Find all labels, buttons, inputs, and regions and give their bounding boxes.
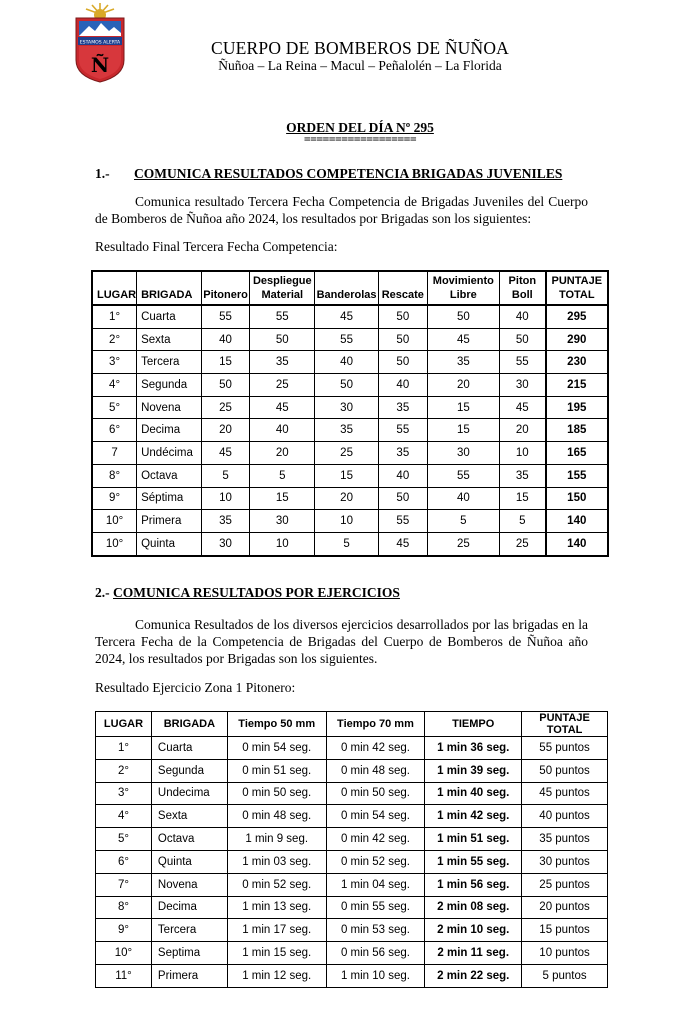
- table2-cell: 20 puntos: [522, 896, 608, 919]
- table2-cell: 1 min 42 seg.: [425, 805, 522, 828]
- table1-cell: 40: [378, 464, 427, 487]
- table1-cell: 140: [546, 532, 608, 555]
- table2-cell: 0 min 48 seg.: [326, 759, 425, 782]
- table1-cell: 30: [250, 510, 315, 533]
- table1-header: LUGAR: [92, 271, 137, 305]
- table1-cell: 25: [315, 442, 379, 465]
- table2-cell: 9°: [96, 919, 152, 942]
- table2-cell: 1°: [96, 737, 152, 760]
- section2-paragraph-text: Comunica Resultados de los diversos ejercicios desarrollados por las brigadas en la Tercera Fecha de la Competencia de Brigadas del Cuerpo de Bomberos de Ñuñoa año 2024, los resultados por Brigadas son los siguientes.: [95, 617, 588, 666]
- table1-cell: 1°: [92, 305, 137, 328]
- table2-cell: 0 min 42 seg.: [326, 737, 425, 760]
- table2-cell: 5°: [96, 828, 152, 851]
- table1-cell: 15: [427, 396, 499, 419]
- table-row: [92, 510, 608, 533]
- table2-cell: 10°: [96, 942, 152, 965]
- table1-cell: 7: [92, 442, 137, 465]
- table1-header: Rescate: [378, 271, 427, 305]
- table1-cell: Sexta: [137, 328, 202, 351]
- table2-cell: 0 min 54 seg.: [227, 737, 326, 760]
- table1-cell: 20: [500, 419, 546, 442]
- table2-cell: Primera: [151, 964, 227, 987]
- table2-cell: 0 min 48 seg.: [227, 805, 326, 828]
- table1-cell: 35: [315, 419, 379, 442]
- table1-cell: 50: [315, 374, 379, 397]
- table2-cell: Septima: [151, 942, 227, 965]
- section2-number: 2.-: [95, 585, 110, 600]
- table2-cell: Undecima: [151, 782, 227, 805]
- table1-cell: 45: [250, 396, 315, 419]
- table1-cell: 35: [378, 442, 427, 465]
- table2-header: Tiempo 50 mm: [227, 712, 326, 737]
- table2-cell: 1 min 15 seg.: [227, 942, 326, 965]
- table-row: [96, 828, 608, 851]
- table-row: [92, 464, 608, 487]
- table1-cell: Novena: [137, 396, 202, 419]
- table1-cell: 20: [315, 487, 379, 510]
- table1-cell: 25: [250, 374, 315, 397]
- table1-header: Despliegue Material: [250, 271, 315, 305]
- table2-cell: 2 min 22 seg.: [425, 964, 522, 987]
- table1-cell: 35: [250, 351, 315, 374]
- table2-cell: 7°: [96, 873, 152, 896]
- table2-cell: 0 min 53 seg.: [326, 919, 425, 942]
- section2-title: COMUNICA RESULTADOS POR EJERCICIOS: [113, 585, 400, 600]
- table2-cell: Tercera: [151, 919, 227, 942]
- order-rule: ==================: [303, 132, 417, 146]
- table-row: [96, 896, 608, 919]
- table1-cell: 30: [315, 396, 379, 419]
- table2-header: LUGAR: [96, 712, 152, 737]
- table1-cell: 10°: [92, 532, 137, 555]
- table1-cell: 10°: [92, 510, 137, 533]
- table1-cell: 2°: [92, 328, 137, 351]
- table2-cell: Segunda: [151, 759, 227, 782]
- table2-cell: Cuarta: [151, 737, 227, 760]
- table1-cell: Undécima: [137, 442, 202, 465]
- table1-cell: 5: [427, 510, 499, 533]
- table1-cell: 215: [546, 374, 608, 397]
- table-row: [96, 942, 608, 965]
- table2-cell: 0 min 52 seg.: [227, 873, 326, 896]
- table1-header: PUNTAJE TOTAL: [546, 271, 608, 305]
- table1-cell: 15: [500, 487, 546, 510]
- table1-cell: Cuarta: [137, 305, 202, 328]
- table1-cell: 15: [250, 487, 315, 510]
- order-title: ORDEN DEL DÍA Nº 295: [286, 120, 434, 135]
- table2-cell: 2 min 10 seg.: [425, 919, 522, 942]
- table2-cell: 15 puntos: [522, 919, 608, 942]
- table1-cell: 35: [201, 510, 250, 533]
- table2-cell: 55 puntos: [522, 737, 608, 760]
- table2-cell: Sexta: [151, 805, 227, 828]
- table2-cell: 0 min 56 seg.: [326, 942, 425, 965]
- table2-cell: 0 min 55 seg.: [326, 896, 425, 919]
- table1-cell: 35: [427, 351, 499, 374]
- table2-cell: 0 min 54 seg.: [326, 805, 425, 828]
- table2-cell: 1 min 03 seg.: [227, 850, 326, 873]
- table1-cell: Séptima: [137, 487, 202, 510]
- organization-name: CUERPO DE BOMBEROS DE ÑUÑOA: [210, 38, 510, 58]
- section2-heading: [95, 585, 400, 601]
- table2-cell: 1 min 56 seg.: [425, 873, 522, 896]
- section1-paragraph-text: Comunica resultado Tercera Fecha Competencia de Brigadas Juveniles del Cuerpo de Bomberos de Ñuñoa año 2024, los resultados por Brigadas son los siguientes:: [95, 194, 588, 226]
- table2-cell: Quinta: [151, 850, 227, 873]
- table1-cell: 155: [546, 464, 608, 487]
- table1-cell: 290: [546, 328, 608, 351]
- svg-text:Ñ: Ñ: [90, 53, 110, 77]
- table2-cell: 11°: [96, 964, 152, 987]
- table2-cell: 1 min 40 seg.: [425, 782, 522, 805]
- table2-cell: 25 puntos: [522, 873, 608, 896]
- svg-text:ESTAMOS ALERTA: ESTAMOS ALERTA: [79, 40, 121, 46]
- table-row: [96, 782, 608, 805]
- table1-cell: 230: [546, 351, 608, 374]
- results-table-final: [91, 270, 609, 557]
- table-row: [96, 737, 608, 760]
- section1-subtitle: Resultado Final Tercera Fecha Competencia:: [95, 239, 338, 254]
- table-row: [96, 919, 608, 942]
- table-row: [92, 442, 608, 465]
- table2-cell: Novena: [151, 873, 227, 896]
- table1-cell: 3°: [92, 351, 137, 374]
- table1-cell: 55: [315, 328, 379, 351]
- table1-cell: Quinta: [137, 532, 202, 555]
- table2-cell: Octava: [151, 828, 227, 851]
- table2-cell: 40 puntos: [522, 805, 608, 828]
- table2-cell: 2 min 11 seg.: [425, 942, 522, 965]
- table1-cell: 185: [546, 419, 608, 442]
- table-row: [92, 374, 608, 397]
- table2-cell: 10 puntos: [522, 942, 608, 965]
- section1-paragraph: [95, 193, 588, 227]
- table1-cell: Tercera: [137, 351, 202, 374]
- table1-cell: 5: [315, 532, 379, 555]
- table-row: [92, 532, 608, 555]
- table2-cell: 1 min 39 seg.: [425, 759, 522, 782]
- table1-header: Movimiento Libre: [427, 271, 499, 305]
- table1-cell: 45: [378, 532, 427, 555]
- table1-cell: Segunda: [137, 374, 202, 397]
- table1-cell: 50: [378, 487, 427, 510]
- table2-cell: 1 min 17 seg.: [227, 919, 326, 942]
- table1-cell: 15: [201, 351, 250, 374]
- table1-cell: 5: [250, 464, 315, 487]
- table1-cell: 295: [546, 305, 608, 328]
- section2-paragraph: [95, 616, 588, 667]
- table2-cell: 4°: [96, 805, 152, 828]
- table1-cell: 50: [250, 328, 315, 351]
- table1-cell: 40: [250, 419, 315, 442]
- table-row: [92, 396, 608, 419]
- table-row: [96, 759, 608, 782]
- table1-cell: 55: [378, 419, 427, 442]
- table-row: [96, 805, 608, 828]
- table2-cell: 35 puntos: [522, 828, 608, 851]
- table-row: [92, 351, 608, 374]
- section1-number: 1.-: [95, 166, 110, 181]
- table1-header: Pitonero: [201, 271, 250, 305]
- table2-cell: 1 min 51 seg.: [425, 828, 522, 851]
- table2-cell: 1 min 36 seg.: [425, 737, 522, 760]
- table1-cell: 10: [500, 442, 546, 465]
- table2-cell: 0 min 50 seg.: [326, 782, 425, 805]
- table1-cell: 10: [250, 532, 315, 555]
- table1-cell: 30: [427, 442, 499, 465]
- table2-cell: 0 min 42 seg.: [326, 828, 425, 851]
- table2-cell: 1 min 12 seg.: [227, 964, 326, 987]
- table1-cell: 9°: [92, 487, 137, 510]
- table1-cell: 35: [500, 464, 546, 487]
- table1-cell: 5: [201, 464, 250, 487]
- table2-cell: 1 min 04 seg.: [326, 873, 425, 896]
- table1-cell: 55: [250, 305, 315, 328]
- table1-cell: 50: [500, 328, 546, 351]
- table1-cell: 50: [378, 328, 427, 351]
- table1-cell: 40: [378, 374, 427, 397]
- table-row: [96, 964, 608, 987]
- table1-cell: 55: [378, 510, 427, 533]
- table1-cell: 40: [427, 487, 499, 510]
- table-row: [92, 487, 608, 510]
- table1-cell: 50: [427, 305, 499, 328]
- table2-cell: 2 min 08 seg.: [425, 896, 522, 919]
- table1-cell: 35: [378, 396, 427, 419]
- table1-cell: 20: [250, 442, 315, 465]
- section1-heading: [95, 166, 563, 182]
- table1-cell: 6°: [92, 419, 137, 442]
- table2-cell: 1 min 10 seg.: [326, 964, 425, 987]
- table2-cell: 1 min 13 seg.: [227, 896, 326, 919]
- section1-title: COMUNICA RESULTADOS COMPETENCIA BRIGADAS JUVENILES: [134, 166, 563, 181]
- table2-cell: 45 puntos: [522, 782, 608, 805]
- table1-cell: Octava: [137, 464, 202, 487]
- table1-cell: 15: [315, 464, 379, 487]
- table1-cell: 15: [427, 419, 499, 442]
- table2-cell: 30 puntos: [522, 850, 608, 873]
- table1-cell: 45: [500, 396, 546, 419]
- table2-cell: 1 min 55 seg.: [425, 850, 522, 873]
- table1-cell: 50: [201, 374, 250, 397]
- table1-header: Piton Boll: [500, 271, 546, 305]
- table1-cell: 5: [500, 510, 546, 533]
- table1-cell: Primera: [137, 510, 202, 533]
- table1-cell: 10: [315, 510, 379, 533]
- table1-cell: 30: [500, 374, 546, 397]
- table1-cell: 45: [427, 328, 499, 351]
- table1-cell: 25: [500, 532, 546, 555]
- table1-header: BRIGADA: [137, 271, 202, 305]
- table1-cell: 4°: [92, 374, 137, 397]
- table2-cell: 1 min 9 seg.: [227, 828, 326, 851]
- organization-communes: Ñuñoa – La Reina – Macul – Peñalolén – La Florida: [218, 58, 502, 73]
- table1-cell: 55: [427, 464, 499, 487]
- table2-header: TIEMPO: [425, 712, 522, 737]
- crest-logo: [72, 2, 128, 84]
- table1-cell: 45: [201, 442, 250, 465]
- table1-cell: 30: [201, 532, 250, 555]
- table-row: [96, 850, 608, 873]
- table2-cell: 0 min 52 seg.: [326, 850, 425, 873]
- table1-cell: 140: [546, 510, 608, 533]
- table2-cell: 8°: [96, 896, 152, 919]
- table2-cell: 0 min 50 seg.: [227, 782, 326, 805]
- section2-subtitle: Resultado Ejercicio Zona 1 Pitonero:: [95, 680, 296, 695]
- table1-cell: 40: [201, 328, 250, 351]
- table1-cell: 50: [378, 305, 427, 328]
- table-row: [92, 305, 608, 328]
- table1-cell: 45: [315, 305, 379, 328]
- table1-cell: 40: [500, 305, 546, 328]
- table1-cell: 8°: [92, 464, 137, 487]
- table2-cell: Decima: [151, 896, 227, 919]
- table2-cell: 3°: [96, 782, 152, 805]
- table2-header: BRIGADA: [151, 712, 227, 737]
- table1-cell: 20: [201, 419, 250, 442]
- table2-header: PUNTAJE TOTAL: [522, 712, 608, 737]
- table1-cell: 25: [427, 532, 499, 555]
- table1-cell: 195: [546, 396, 608, 419]
- table1-cell: 50: [378, 351, 427, 374]
- table2-cell: 5 puntos: [522, 964, 608, 987]
- table-row: [92, 419, 608, 442]
- table-row: [96, 873, 608, 896]
- table1-cell: 20: [427, 374, 499, 397]
- table1-cell: 5°: [92, 396, 137, 419]
- table1-cell: 55: [201, 305, 250, 328]
- table-row: [92, 328, 608, 351]
- results-table-pitonero: [95, 711, 608, 988]
- table1-header: Banderolas: [315, 271, 379, 305]
- table1-cell: 25: [201, 396, 250, 419]
- table1-cell: 165: [546, 442, 608, 465]
- table1-cell: 40: [315, 351, 379, 374]
- table1-cell: 150: [546, 487, 608, 510]
- table2-cell: 2°: [96, 759, 152, 782]
- table2-cell: 50 puntos: [522, 759, 608, 782]
- table2-header: Tiempo 70 mm: [326, 712, 425, 737]
- table1-cell: 55: [500, 351, 546, 374]
- table1-cell: Decima: [137, 419, 202, 442]
- table2-cell: 0 min 51 seg.: [227, 759, 326, 782]
- table1-cell: 10: [201, 487, 250, 510]
- table2-cell: 6°: [96, 850, 152, 873]
